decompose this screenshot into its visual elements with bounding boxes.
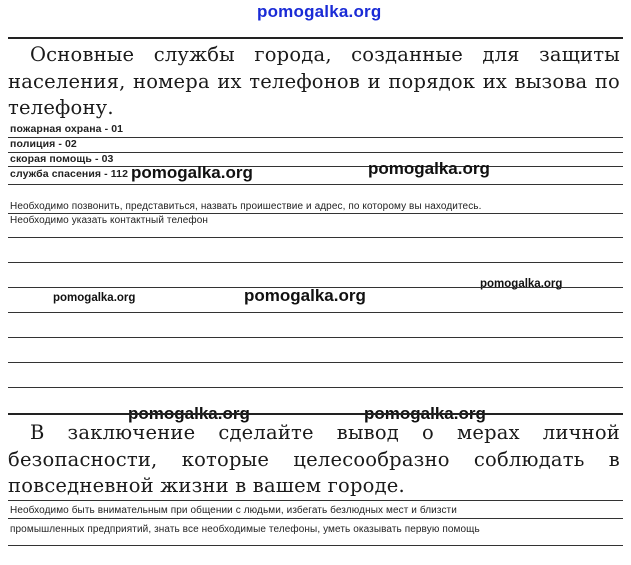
watermark: pomogalka.org	[128, 404, 250, 423]
service-line-rescue: служба спасения - 112	[10, 168, 129, 180]
writing-rule	[8, 362, 623, 363]
intro-paragraph	[8, 42, 620, 122]
service-line-fire: пожарная охрана - 01	[10, 123, 124, 135]
writing-rule	[8, 166, 623, 167]
answer-line-2: промышленных предприятий, знать все необходимые телефоны, уметь оказывать первую помощь	[10, 524, 480, 535]
writing-rule	[8, 137, 623, 138]
writing-rule	[8, 518, 623, 519]
watermark: pomogalka.org	[364, 404, 486, 423]
conclusion-paragraph	[8, 420, 620, 500]
watermark: pomogalka.org	[368, 159, 490, 178]
intro-text: Основные службы города, созданные для защиты населения, номера их телефонов и порядок их вызова по телефону.	[8, 43, 620, 119]
writing-rule	[8, 387, 623, 388]
section-divider-rule	[8, 413, 623, 415]
watermark: pomogalka.org	[244, 286, 366, 305]
writing-rule	[8, 213, 623, 214]
writing-rule	[8, 237, 623, 238]
watermark: pomogalka.org	[53, 292, 136, 304]
writing-rule	[8, 545, 623, 546]
writing-rule	[8, 184, 623, 185]
watermark: pomogalka.org	[480, 278, 563, 290]
writing-rule	[8, 262, 623, 263]
writing-rule	[8, 337, 623, 338]
writing-rule	[8, 500, 623, 501]
top-border-rule	[8, 37, 623, 39]
writing-rule	[8, 312, 623, 313]
answer-line-1: Необходимо быть внимательным при общении с людьми, избегать безлюдных мест и близсти	[10, 505, 457, 516]
conclusion-text: В заключение сделайте вывод о мерах личной безопасности, которые целесообразно соблюдать в повседневной жизни в вашем городе.	[8, 421, 620, 497]
instruction-line-1: Необходимо позвонить, представиться, назвать проишествие и адрес, по которому вы находитесь.	[10, 201, 482, 212]
site-watermark-top: pomogalka.org	[257, 2, 382, 21]
service-line-ambulance: скорая помощь - 03	[10, 153, 114, 165]
service-line-police: полиция - 02	[10, 138, 77, 150]
watermark: pomogalka.org	[131, 163, 253, 182]
instruction-line-2: Необходимо указать контактный телефон	[10, 215, 208, 226]
